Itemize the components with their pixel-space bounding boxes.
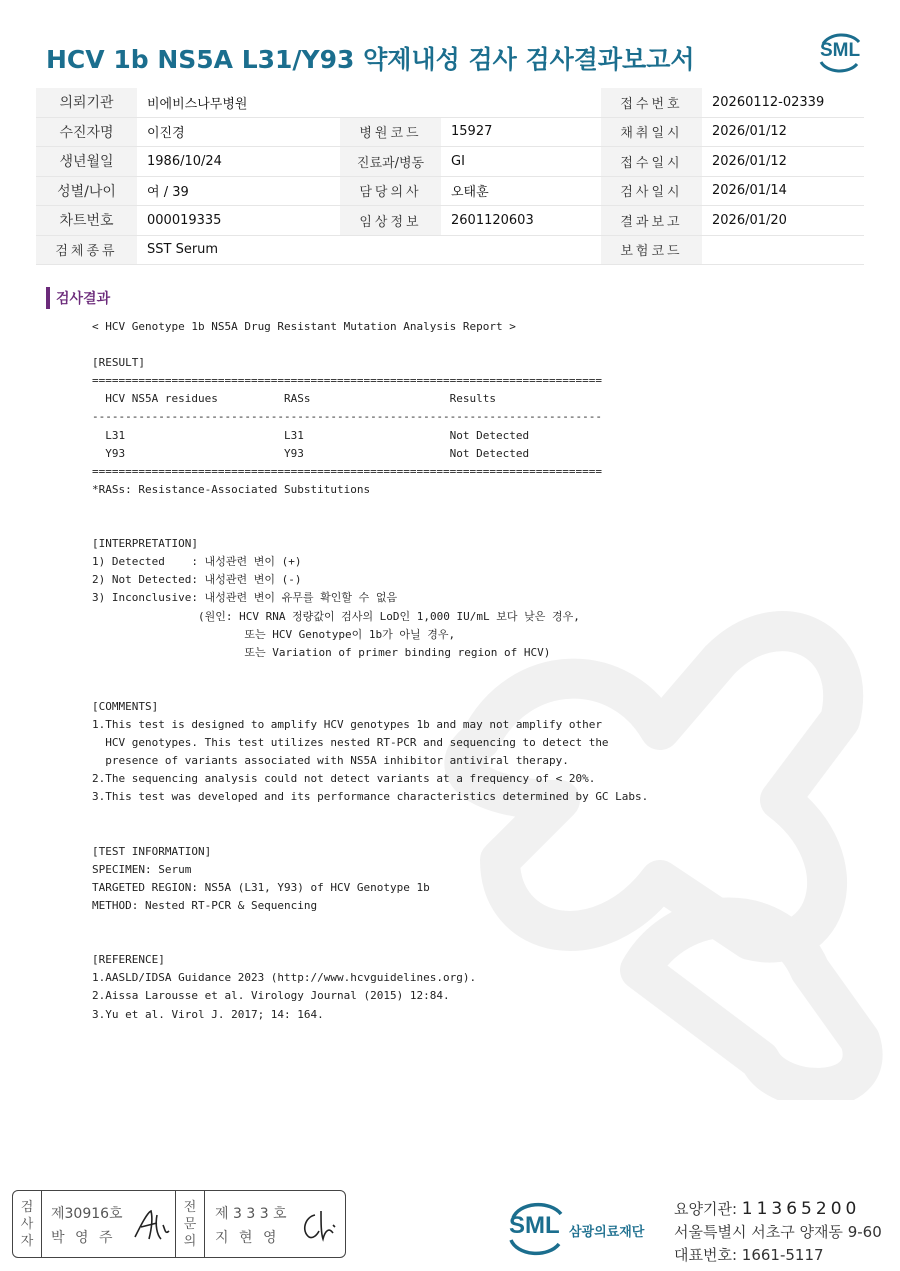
label-insurance-code: 보험코드 bbox=[601, 235, 702, 265]
info-row bbox=[36, 206, 864, 236]
examiner-name: 박 영 주 bbox=[51, 1230, 116, 1246]
info-row bbox=[36, 176, 864, 206]
phone-number: 1661-5117 bbox=[741, 1246, 824, 1264]
info-row bbox=[36, 235, 864, 265]
label-receipt-number: 접수번호 bbox=[601, 88, 702, 117]
label-clinical-info: 임상정보 bbox=[340, 206, 441, 236]
value-sex-age: 여 / 39 bbox=[137, 176, 340, 206]
value-clinical-info: 2601120603 bbox=[441, 206, 601, 236]
section-title: 검사결과 bbox=[56, 291, 111, 307]
section-header bbox=[46, 287, 110, 309]
section-marker bbox=[46, 287, 50, 309]
specialist-label: 전 문 의 bbox=[175, 1191, 205, 1257]
label-birthdate: 생년월일 bbox=[36, 147, 137, 177]
contact-info bbox=[674, 1198, 882, 1267]
info-row bbox=[36, 147, 864, 177]
value-collection-date: 2026/01/12 bbox=[702, 117, 864, 147]
report-body: < HCV Genotype 1b NS5A Drug Resistant Mutation Analysis Report > [RESULT] ============================================================================= HCV NS5A residues RASs Results ----------------------------------------------------------------------------- L31 L31 Not Detected Y93 Y93 Not Detected ============================================================================= *RASs: Resistance-Associated Substitutions [INTERPRETATION] 1) Detected : 내성관련 변이 (+) 2) Not Detected: 내성관련 변이 (-) 3) Inconclusive: 내성관련 변이 유무를 확인할 수 없음 (원인: HCV RNA 정량값이 검사의 LoD인 1,000 IU/mL 보다 낮은 경우, 또는 HCV Genotype이 1b가 아닐 경우, 또는 Variation of primer binding region of HCV) [COMMENTS] 1.This test is designed to amplify HCV genotypes 1b and may not amplify other HCV genotypes. This test utilizes nested RT-PCR and sequencing to detect the presence of variants associated with NS5A inhibitor antiviral therapy. 2.The sequencing analysis could not detect variants at a frequency of < 20%. 3.This test was developed and its performance characteristics determined by GC Labs. [TEST INFORMATION] SPECIMEN: Serum TARGETED REGION: NS5A (L31, Y93) of HCV Genotype 1b METHOD: Nested RT-PCR & Sequencing [REFERENCE] 1.AASLD/IDSA Guidance 2023 (http://www.hcvguidelines.org). 2.Aissa Larousse et al. Virology Journal (2015) 12:84. 3.Yu et al. Virol J. 2017; 14: 164. bbox=[92, 320, 649, 1021]
value-birthdate: 1986/10/24 bbox=[137, 147, 340, 177]
sml-logo bbox=[815, 30, 865, 76]
specialist-name: 지 현 영 bbox=[215, 1230, 280, 1246]
label-department: 진료과/병동 bbox=[340, 147, 441, 177]
label-chart-number: 차트번호 bbox=[36, 206, 137, 236]
signature-box bbox=[12, 1190, 346, 1258]
label-specimen-type: 검체종류 bbox=[36, 235, 137, 265]
value-specimen-type: SST Serum bbox=[137, 235, 340, 265]
specialist-license: 제 3 3 3 호 bbox=[215, 1206, 287, 1222]
label-collection-date: 채취일시 bbox=[601, 117, 702, 147]
sml-footer-logo bbox=[505, 1200, 665, 1256]
report-title: HCV 1b NS5A L31/Y93 약제내성 검사 검사결과보고서 bbox=[46, 45, 695, 74]
value-chart-number: 000019335 bbox=[137, 206, 340, 236]
label-patient-name: 수진자명 bbox=[36, 117, 137, 147]
phone-row: 대표번호: 1661-5117 bbox=[674, 1246, 824, 1264]
patient-info-table bbox=[36, 88, 864, 265]
value-insurance-code bbox=[702, 235, 864, 265]
examiner-label: 검 사 자 bbox=[13, 1191, 42, 1257]
label-test-date: 검사일시 bbox=[601, 176, 702, 206]
label-report-date: 결과보고 bbox=[601, 206, 702, 236]
logo-text: SML bbox=[509, 1212, 560, 1239]
value-test-date: 2026/01/14 bbox=[702, 176, 864, 206]
examiner-signature bbox=[131, 1205, 175, 1245]
info-row bbox=[36, 88, 864, 117]
value-doctor: 오태훈 bbox=[441, 176, 601, 206]
institution-code: 11365200 bbox=[741, 1199, 861, 1219]
foundation-name: 삼광의료재단 bbox=[569, 1225, 645, 1240]
label-hospital-code: 병원코드 bbox=[340, 117, 441, 147]
info-row bbox=[36, 117, 864, 147]
value-patient-name: 이진경 bbox=[137, 117, 340, 147]
address: 서울특별시 서초구 양재동 9-60 bbox=[674, 1223, 882, 1241]
label-received-date: 접수일시 bbox=[601, 147, 702, 177]
value-department: GI bbox=[441, 147, 601, 177]
label-institution: 의뢰기관 bbox=[36, 88, 137, 117]
value-institution: 비에비스나무병원 bbox=[137, 88, 340, 117]
specialist-signature bbox=[295, 1205, 339, 1245]
value-received-date: 2026/01/12 bbox=[702, 147, 864, 177]
value-receipt-number: 20260112-02339 bbox=[702, 88, 864, 117]
examiner-license: 제30916호 bbox=[51, 1206, 123, 1222]
institution-code-row: 요양기관: 11365200 bbox=[674, 1199, 861, 1219]
label-sex-age: 성별/나이 bbox=[36, 176, 137, 206]
label-doctor: 담당의사 bbox=[340, 176, 441, 206]
value-hospital-code: 15927 bbox=[441, 117, 601, 147]
value-report-date: 2026/01/20 bbox=[702, 206, 864, 236]
logo-text: SML bbox=[819, 40, 861, 61]
